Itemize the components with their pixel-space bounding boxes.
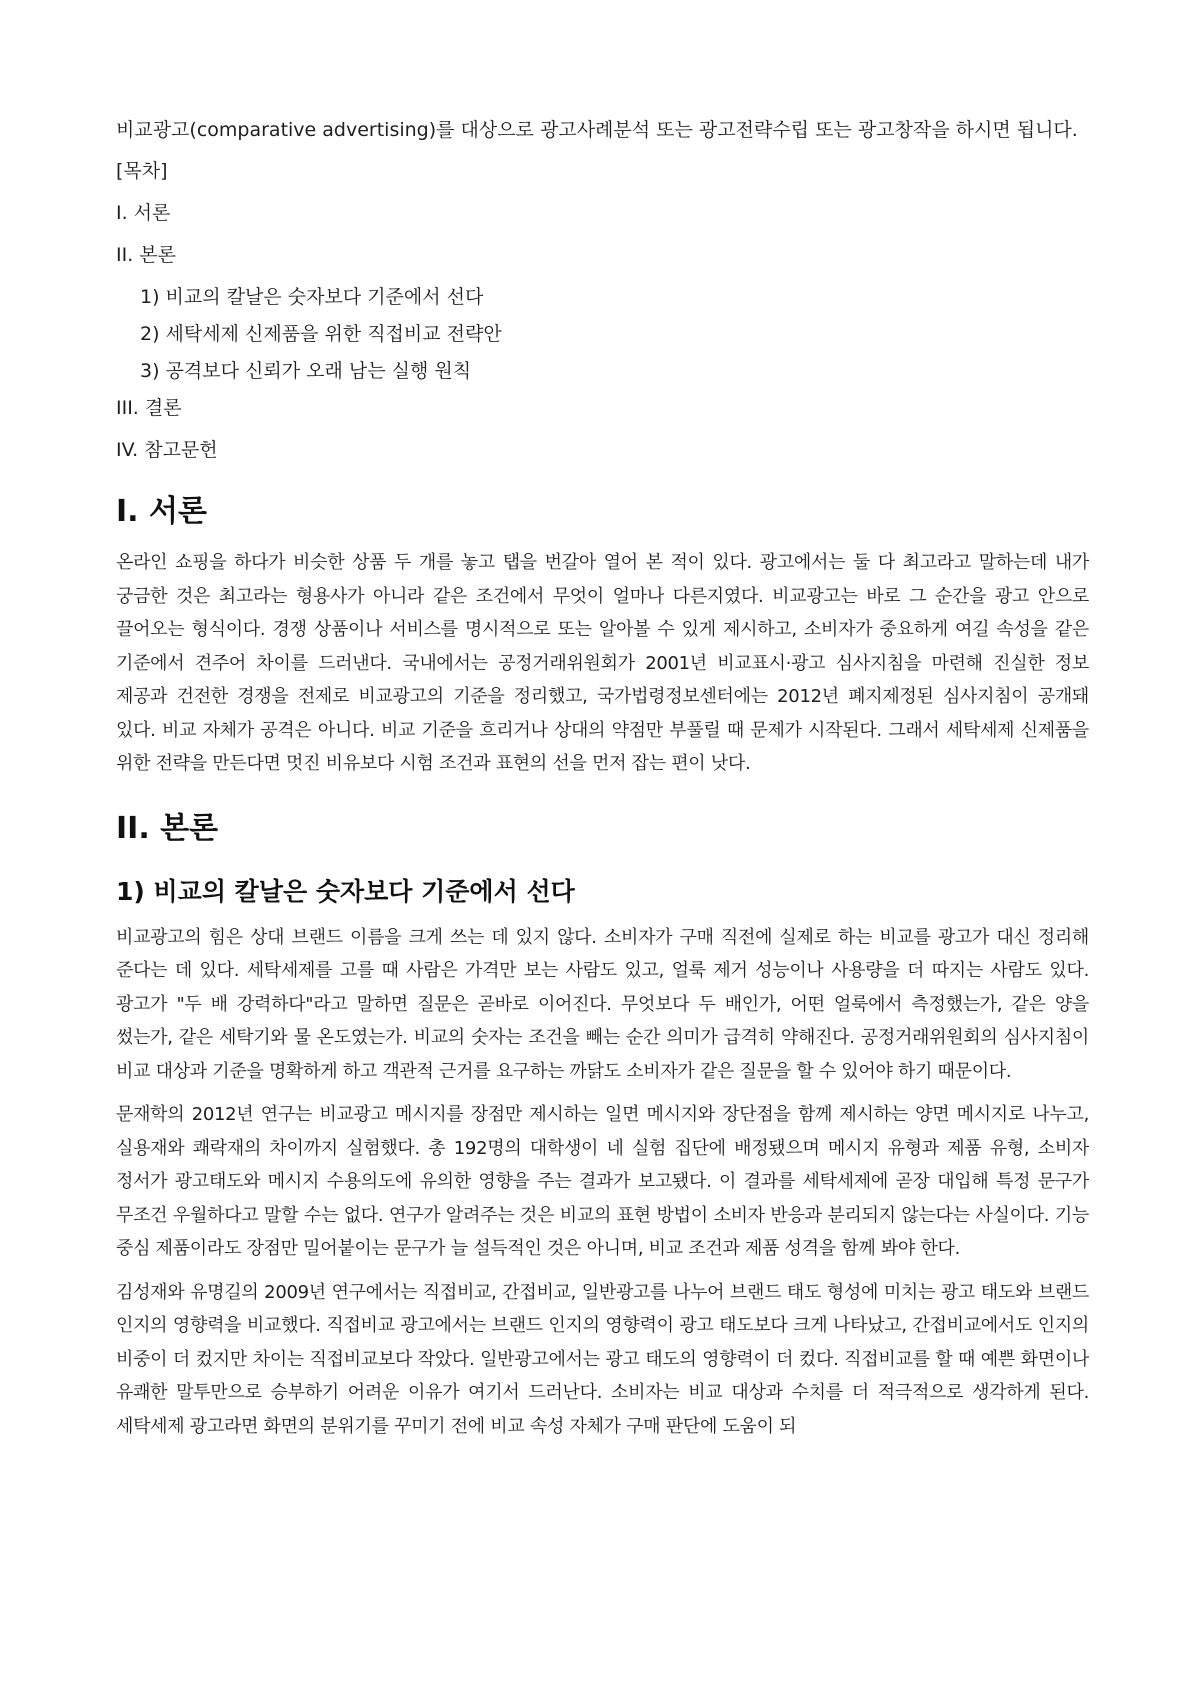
body-paragraph-1: 비교광고의 힘은 상대 브랜드 이름을 크게 쓰는 데 있지 않다. 소비자가 구매 직전에 실제로 하는 비교를 광고가 대신 정리해 준다는 데 있다. 세탁세제를 고를 때 사람은 가격만 보는 사람도 있고, 얼룩 제거 성능이나 사용량을 더 따지는 사람도 있다. 광고가 "두 배 강력하다"라고 말하면 질문은 곧바로 이어진다. 무엇보다 두 배인가, 어떤 얼룩에서 측정했는가, 같은 양을 썼는가, 같은 세탁기와 물 온도였는가. 비교의 숫자는 조건을 빼는 순간 의미가 급격히 약해진다. 공정거래위원회의 심사지침이 비교 대상과 기준을 명확하게 하고 객관적 근거를 요구하는 까닭도 소비자가 같은 질문을 할 수 있어야 하기 때문이다. <box>116 926 1089 1082</box>
section-heading-body: II. 본론 <box>116 810 219 846</box>
intro-paragraph: 온라인 쇼핑을 하다가 비슷한 상품 두 개를 놓고 탭을 번갈아 열어 본 적이 있다. 광고에서는 둘 다 최고라고 말하는데 내가 궁금한 것은 최고라는 형용사가 아니라 같은 조건에서 무엇이 얼마나 다른지였다. 비교광고는 바로 그 순간을 광고 안으로 끌어오는 형식이다. 경쟁 상품이나 서비스를 명시적으로 또는 알아볼 수 있게 제시하고, 소비자가 중요하게 여길 속성을 같은 기준에서 견주어 차이를 드러낸다. 국내에서는 공정거래위원회가 2001년 비교표시·광고 심사지침을 마련해 진실한 정보 제공과 건전한 경쟁을 전제로 비교광고의 기준을 정리했고, 국가법령정보센터에는 2012년 폐지제정된 심사지침이 공개돼 있다. 비교 자체가 공격은 아니다. 비교 기준을 흐리거나 상대의 약점만 부풀릴 때 문제가 시작된다. 그래서 세탁세제 신제품을 위한 전략을 만든다면 멋진 비유보다 시험 조건과 표현의 선을 먼저 잡는 편이 낫다. <box>116 552 1089 774</box>
toc-title: [목차] <box>116 160 168 182</box>
subsection-heading-1: 1) 비교의 칼날은 숫자보다 기준에서 선다 <box>116 876 575 906</box>
body-paragraph-2: 문재학의 2012년 연구는 비교광고 메시지를 장점만 제시하는 일면 메시지와 장단점을 함께 제시하는 양면 메시지로 나누고, 실용재와 쾌락재의 차이까지 실험했다. 총 192명의 대학생이 네 실험 집단에 배정됐으며 메시지 유형과 제품 유형, 소비자 정서가 광고태도와 메시지 수용의도에 유의한 영향을 주는 결과가 보고됐다. 이 결과를 세탁세제에 곧장 대입해 특정 문구가 무조건 우월하다고 말할 수는 없다. 연구가 알려주는 것은 비교의 표현 방법이 소비자 반응과 분리되지 않는다는 사실이다. 기능 중심 제품이라도 장점만 밀어붙이는 문구가 늘 설득적인 것은 아니며, 비교 조건과 제품 성격을 함께 봐야 한다. <box>116 1104 1089 1259</box>
toc-item-body-sub3: 3) 공격보다 신뢰가 오래 남는 실행 원칙 <box>140 360 472 382</box>
toc-item-body: II. 본론 <box>116 244 176 266</box>
table-of-contents <box>116 157 1089 464</box>
toc-item-references: IV. 참고문헌 <box>116 439 218 461</box>
toc-item-intro: I. 서론 <box>116 202 171 224</box>
toc-item-body-sub2: 2) 세탁세제 신제품을 위한 직접비교 전략안 <box>140 323 502 345</box>
toc-item-conclusion: III. 결론 <box>116 397 182 419</box>
body-paragraph-3: 김성재와 유명길의 2009년 연구에서는 직접비교, 간접비교, 일반광고를 나누어 브랜드 태도 형성에 미치는 광고 태도와 브랜드 인지의 영향력을 비교했다. 직접비교 광고에서는 브랜드 인지의 영향력이 광고 태도보다 크게 나타났고, 간접비교에서도 인지의 비중이 더 컸지만 차이는 직접비교보다 작았다. 일반광고에서는 광고 태도의 영향력이 더 컸다. 직접비교를 할 때 예쁜 화면이나 유쾌한 말투만으로 승부하기 어려운 이유가 여기서 드러난다. 소비자는 비교 대상과 수치를 더 적극적으로 생각하게 된다. 세탁세제 광고라면 화면의 분위기를 꾸미기 전에 비교 속성 자체가 구매 판단에 도움이 되 <box>116 1281 1089 1437</box>
section-heading-intro: I. 서론 <box>116 494 207 529</box>
assignment-instruction: 비교광고(comparative advertising)를 대상으로 광고사례분석 또는 광고전략수립 또는 광고창작을 하시면 됩니다. <box>116 119 1078 141</box>
toc-item-body-sub1: 1) 비교의 칼날은 숫자보다 기준에서 선다 <box>140 286 484 308</box>
